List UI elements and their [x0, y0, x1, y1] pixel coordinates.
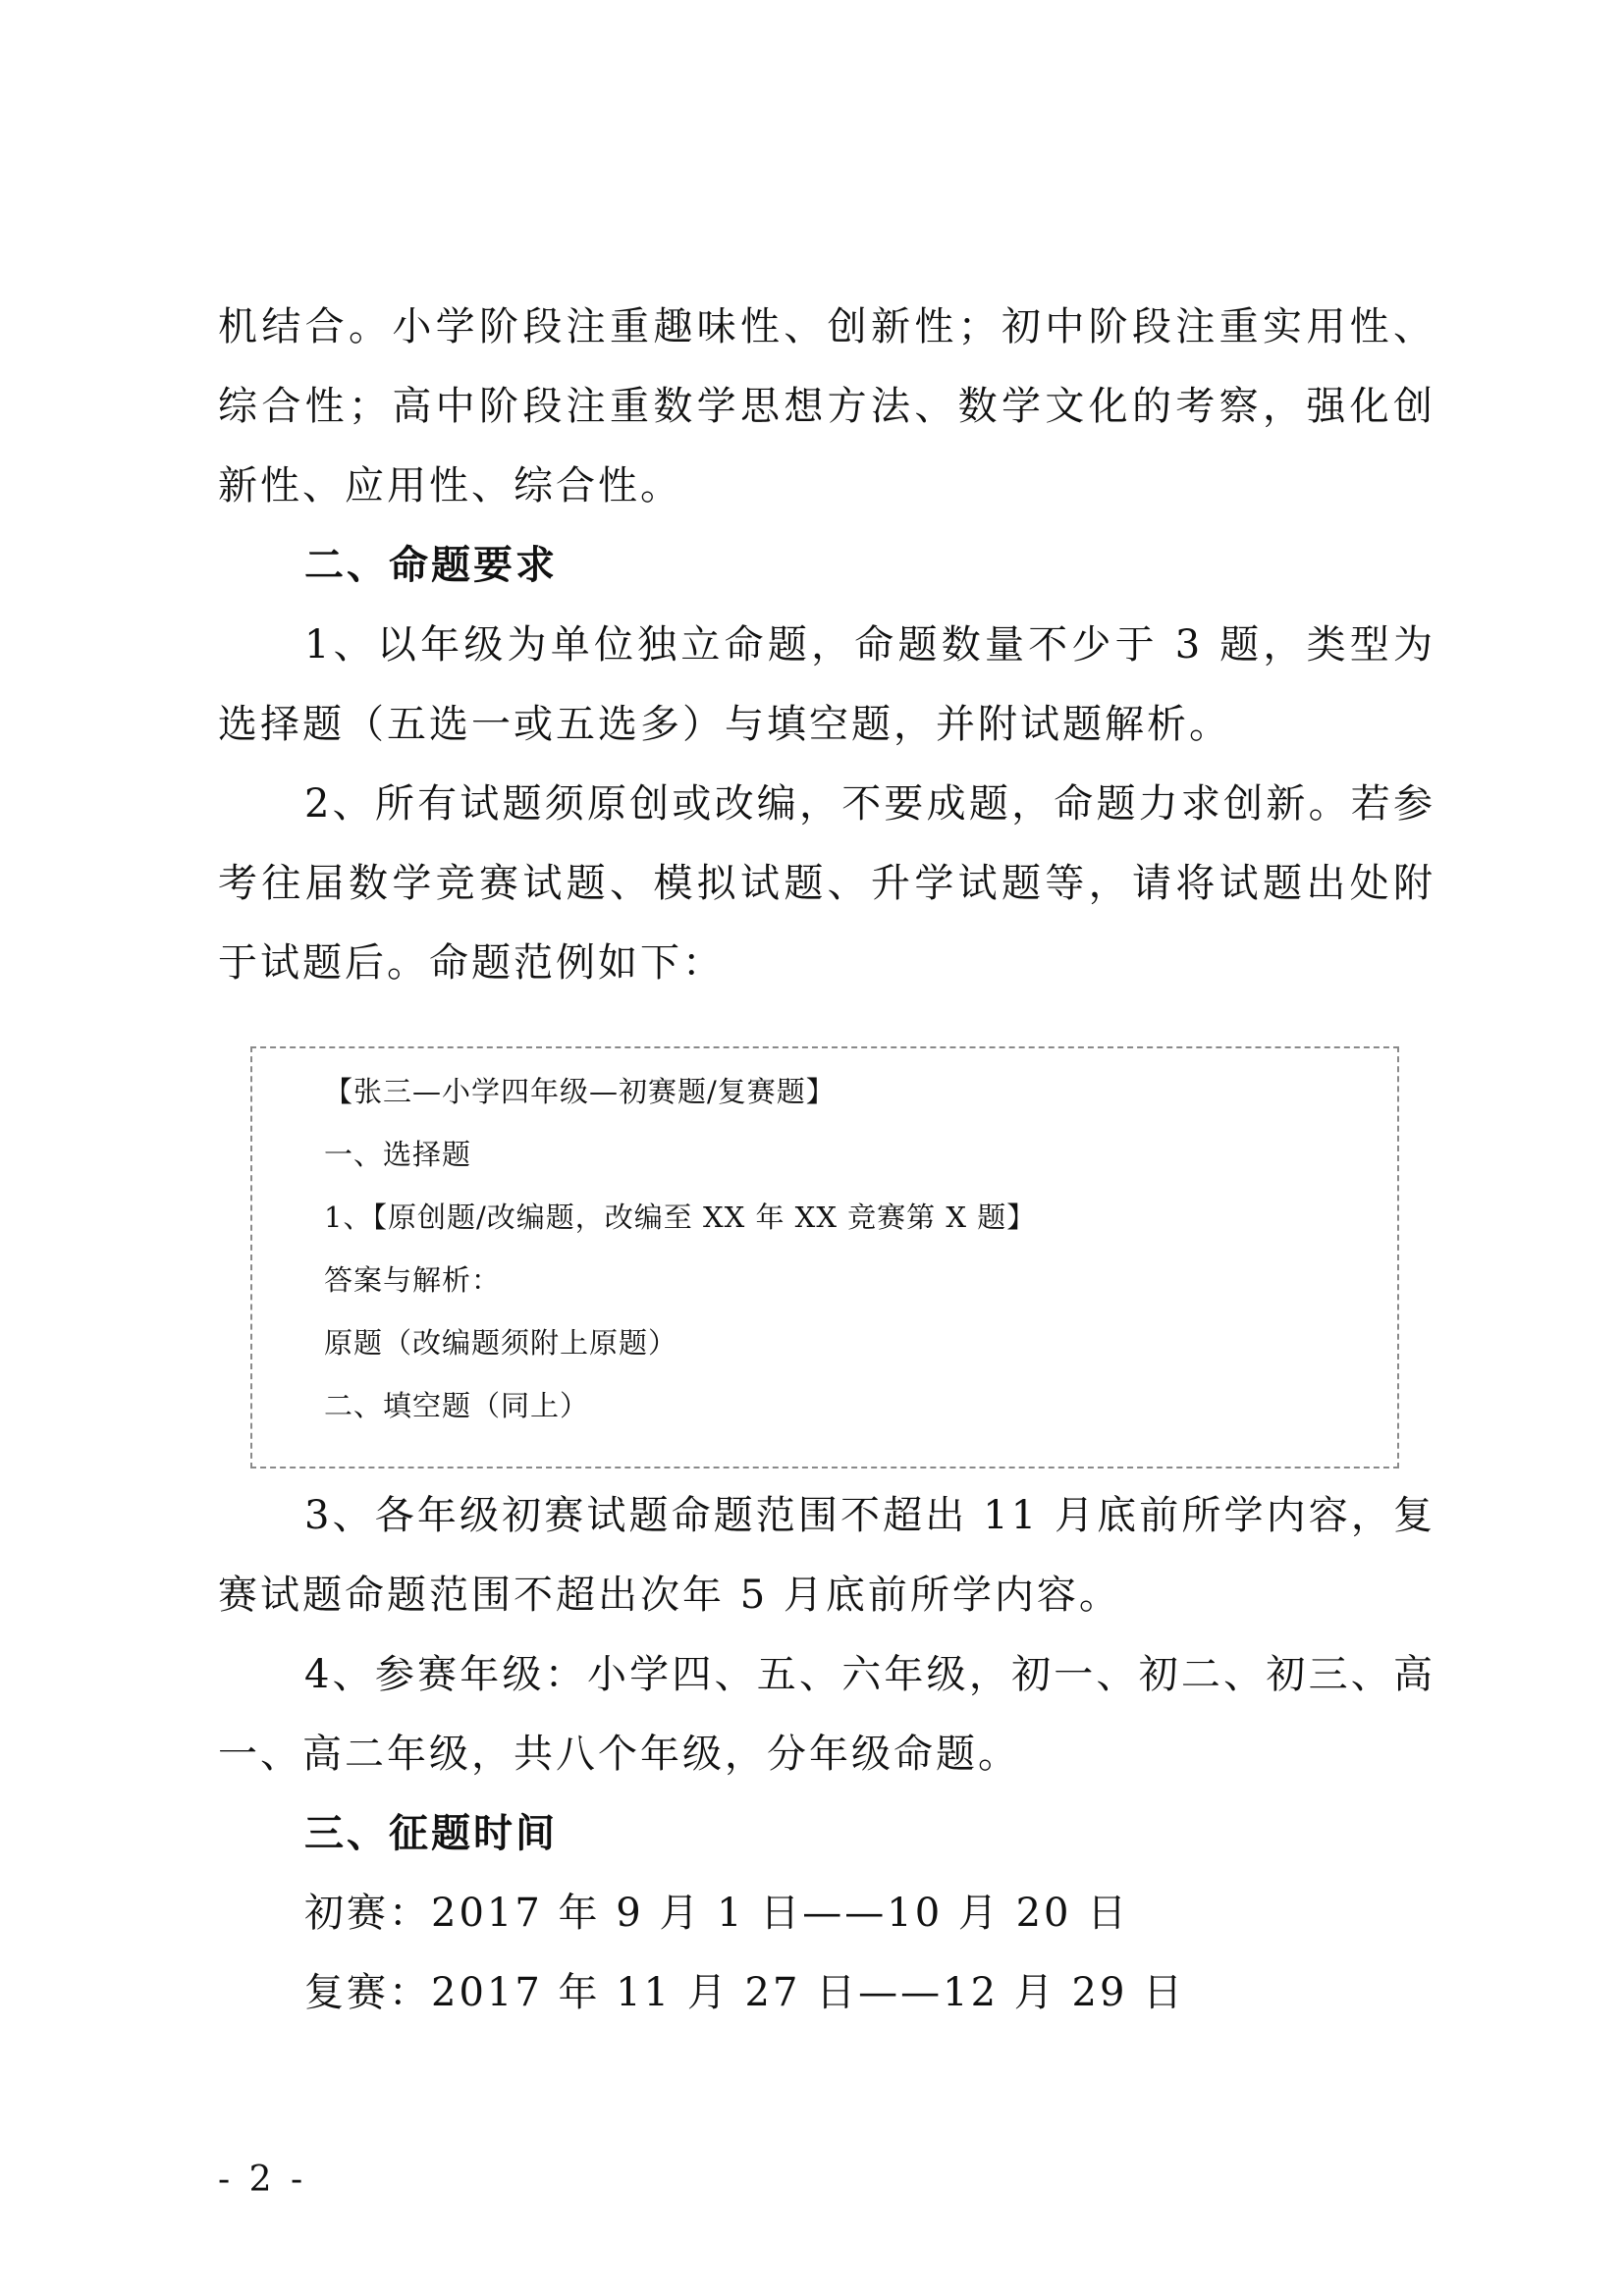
paragraph-requirement-3: 3、各年级初赛试题命题范围不超出 11 月底前所学内容，复赛试题命题范围不超出次年 5 月底前所学内容。	[218, 1493, 1435, 1618]
section-heading-requirements: 二、命题要求	[304, 543, 558, 588]
example-question-1: 1、【原创题/改编题，改编至 XX 年 XX 竞赛第 X 题】	[324, 1201, 1037, 1234]
section-heading-schedule: 三、征题时间	[304, 1811, 558, 1856]
example-title: 【张三—小学四年级—初赛题/复赛题】	[324, 1075, 836, 1108]
paragraph-requirement-2: 2、所有试题须原创或改编，不要成题，命题力求创新。若参考往届数学竞赛试题、模拟试题、升学试题等，请将试题出处附于试题后。命题范例如下：	[218, 781, 1435, 986]
page-number: - 2 -	[218, 2160, 307, 2200]
schedule-preliminary: 初赛：2017 年 9 月 1 日——10 月 20 日	[304, 1891, 1130, 1936]
paragraph-requirement-4: 4、参赛年级：小学四、五、六年级，初一、初二、初三、高一、高二年级，共八个年级，分年级命题。	[218, 1652, 1435, 1777]
example-answer-label: 答案与解析：	[324, 1263, 502, 1297]
example-section-fill: 二、填空题（同上）	[324, 1389, 590, 1422]
paragraph-grade-focus: 机结合。小学阶段注重趣味性、创新性；初中阶段注重实用性、综合性；高中阶段注重数学思想方法、数学文化的考察，强化创新性、应用性、综合性。	[218, 304, 1435, 508]
example-section-choice: 一、选择题	[324, 1138, 472, 1171]
schedule-final: 复赛：2017 年 11 月 27 日——12 月 29 日	[304, 1970, 1186, 2015]
paragraph-requirement-1: 1、以年级为单位独立命题，命题数量不少于 3 题，类型为选择题（五选一或五选多）与填空题，并附试题解析。	[218, 622, 1435, 747]
example-original-note: 原题（改编题须附上原题）	[324, 1326, 678, 1360]
